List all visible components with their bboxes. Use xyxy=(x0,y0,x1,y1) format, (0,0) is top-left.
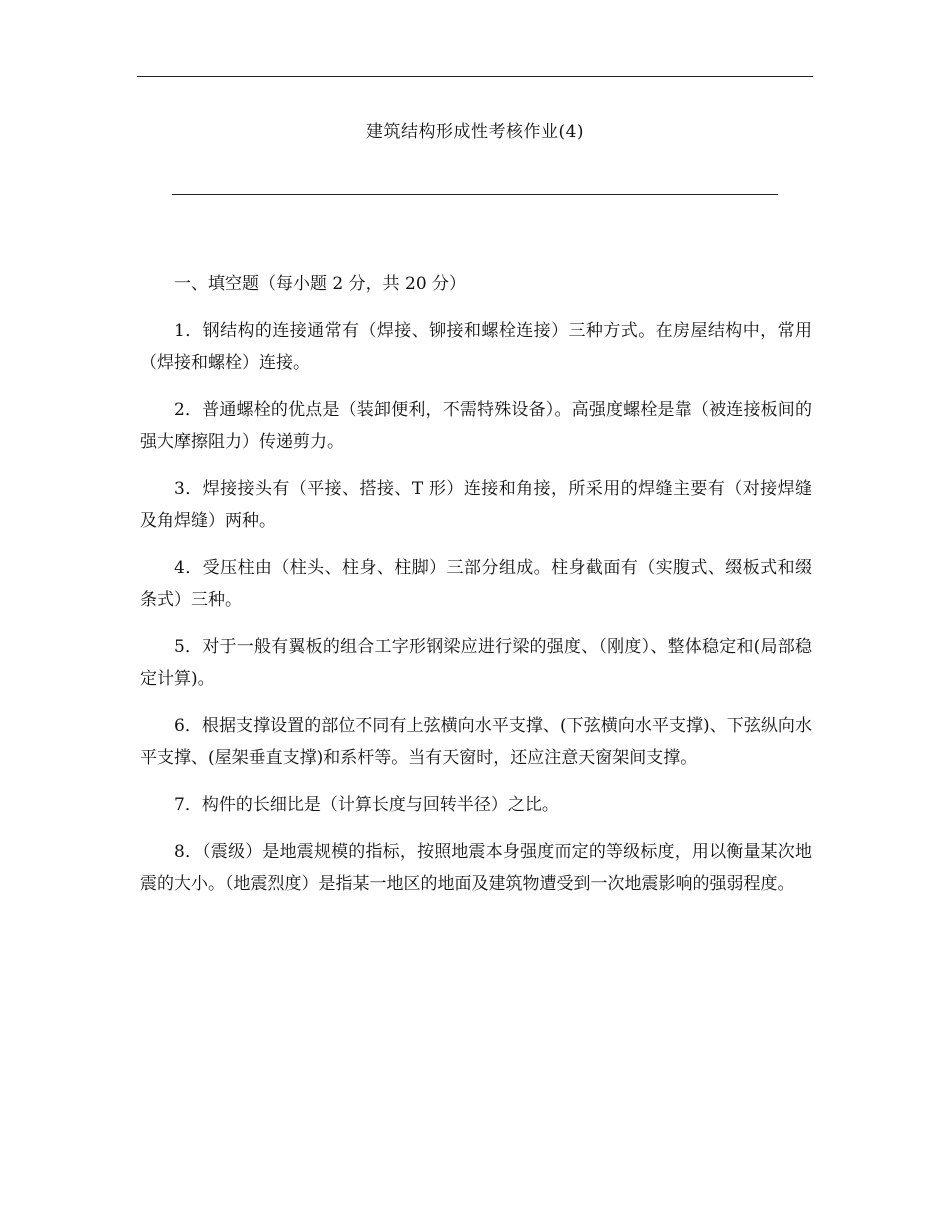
section-heading: 一、填空题（每小题 2 分，共 20 分） xyxy=(174,274,467,294)
question-8: 8．（震级）是地震规模的指标，按照地震本身强度而定的等级标度，用以衡量某次地震的大小。（地震烈度）是指某一地区的地面及建筑物遭受到一次地震影响的强弱程度。 xyxy=(140,842,812,894)
question-6: 6．根据支撑设置的部位不同有上弦横向水平支撑、(下弦横向水平支撑)、下弦纵向水平支撑、(屋架垂直支撑)和系杆等。当有天窗时，还应注意天窗架间支撑。 xyxy=(140,716,812,768)
question-4: 4．受压柱由（柱头、柱身、柱脚）三部分组成。柱身截面有（实腹式、缀板式和缀条式）三种。 xyxy=(140,558,812,610)
question-2: 2．普通螺栓的优点是（装卸便利，不需特殊设备）。高强度螺栓是靠（被连接板间的强大摩擦阻力）传递剪力。 xyxy=(140,400,812,452)
question-3: 3．焊接接头有（平接、搭接、T 形）连接和角接，所采用的焊缝主要有（对接焊缝及角焊缝）两种。 xyxy=(140,479,812,531)
question-1: 1．钢结构的连接通常有（焊接、铆接和螺栓连接）三种方式。在房屋结构中，常用（焊接和螺栓）连接。 xyxy=(140,321,812,373)
question-7: 7．构件的长细比是（计算长度与回转半径）之比。 xyxy=(174,795,559,815)
document-body xyxy=(140,268,812,915)
document-title: 建筑结构形成性考核作业(4) xyxy=(365,122,585,142)
title-underline-rule xyxy=(172,194,778,195)
question-5: 5．对于一般有翼板的组合工字形钢梁应进行梁的强度、（刚度）、整体稳定和(局部稳定计算)。 xyxy=(140,637,812,689)
top-rule xyxy=(137,76,813,77)
